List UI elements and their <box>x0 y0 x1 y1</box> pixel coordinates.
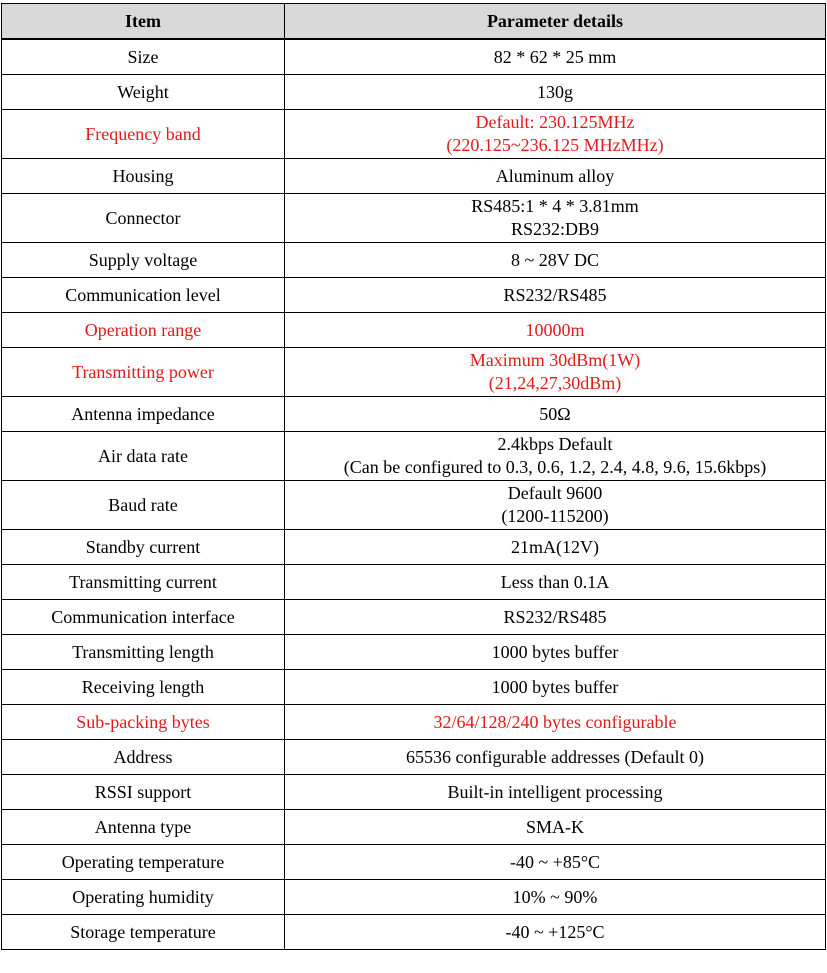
table-header <box>2 4 826 40</box>
table-row <box>2 110 826 159</box>
table-row <box>2 600 826 635</box>
details-cell <box>285 243 826 278</box>
table-row <box>2 810 826 845</box>
item-cell: Communication level <box>2 278 285 313</box>
item-cell: Address <box>2 740 285 775</box>
details-cell <box>285 75 826 110</box>
header-row <box>2 4 826 40</box>
item-cell: Size <box>2 39 285 75</box>
details-line: 10000m <box>525 319 585 340</box>
details-line: RS232:DB9 <box>510 219 600 239</box>
table-row <box>2 880 826 915</box>
details-cell <box>285 600 826 635</box>
details-cell <box>285 530 826 565</box>
details-line: 65536 configurable addresses (Default 0) <box>406 746 704 767</box>
item-cell: Weight <box>2 75 285 110</box>
details-line: 1000 bytes buffer <box>491 641 619 662</box>
item-cell: Air data rate <box>2 432 285 481</box>
item-cell: Transmitting current <box>2 565 285 600</box>
details-cell <box>285 915 826 950</box>
details-line: 50Ω <box>539 403 571 424</box>
details-line: 8 ~ 28V DC <box>511 249 599 270</box>
item-cell: Transmitting length <box>2 635 285 670</box>
details-cell <box>285 565 826 600</box>
table-row <box>2 565 826 600</box>
table-row <box>2 635 826 670</box>
details-cell <box>285 348 826 397</box>
details-line: (21,24,27,30dBm) <box>488 373 622 393</box>
details-line: Aluminum alloy <box>495 165 615 186</box>
details-cell <box>285 39 826 75</box>
details-cell <box>285 481 826 530</box>
details-line: Built-in intelligent processing <box>447 781 663 802</box>
details-cell <box>285 705 826 740</box>
table-row <box>2 313 826 348</box>
table-row <box>2 243 826 278</box>
details-cell <box>285 159 826 194</box>
details-line: 21mA(12V) <box>511 536 599 557</box>
details-line: RS232/RS485 <box>503 284 607 305</box>
item-cell: Antenna type <box>2 810 285 845</box>
item-cell: Frequency band <box>2 110 285 159</box>
details-cell <box>285 278 826 313</box>
header-parameter-details: Parameter details <box>285 4 826 40</box>
details-line: 10% ~ 90% <box>512 886 598 907</box>
table-row <box>2 159 826 194</box>
item-cell: Housing <box>2 159 285 194</box>
details-line: SMA-K <box>525 816 584 837</box>
details-cell <box>285 880 826 915</box>
item-cell: Sub-packing bytes <box>2 705 285 740</box>
item-cell: RSSI support <box>2 775 285 810</box>
details-cell <box>285 810 826 845</box>
table-row <box>2 775 826 810</box>
table-body <box>2 39 826 950</box>
item-cell: Standby current <box>2 530 285 565</box>
spec-table-container <box>1 3 825 950</box>
details-line: Default: 230.125MHz <box>475 112 635 132</box>
table-row <box>2 705 826 740</box>
item-cell: Antenna impedance <box>2 397 285 432</box>
details-line: RS232/RS485 <box>503 606 607 627</box>
table-row <box>2 845 826 880</box>
item-cell: Transmitting power <box>2 348 285 397</box>
item-cell: Operating humidity <box>2 880 285 915</box>
details-cell <box>285 397 826 432</box>
details-line: 130g <box>537 81 573 102</box>
details-cell <box>285 313 826 348</box>
table-row <box>2 432 826 481</box>
table-row <box>2 194 826 243</box>
item-cell: Operating temperature <box>2 845 285 880</box>
table-row <box>2 278 826 313</box>
details-cell <box>285 670 826 705</box>
details-line: 2.4kbps Default <box>497 434 613 454</box>
parameter-table <box>1 3 826 950</box>
header-item: Item <box>2 4 285 40</box>
table-row <box>2 740 826 775</box>
item-cell: Operation range <box>2 313 285 348</box>
table-row <box>2 670 826 705</box>
details-line: RS485:1 * 4 * 3.81mm <box>471 196 639 216</box>
table-row <box>2 915 826 950</box>
table-row <box>2 481 826 530</box>
details-cell <box>285 432 826 481</box>
details-cell <box>285 740 826 775</box>
table-row <box>2 530 826 565</box>
table-row <box>2 75 826 110</box>
details-line: (1200-115200) <box>501 506 609 526</box>
details-line: 82 * 62 * 25 mm <box>493 46 617 67</box>
details-cell <box>285 635 826 670</box>
details-line: -40 ~ +125°C <box>505 921 605 942</box>
details-line: Maximum 30dBm(1W) <box>469 350 641 370</box>
item-cell: Communication interface <box>2 600 285 635</box>
details-line: -40 ~ +85°C <box>509 851 601 872</box>
table-row <box>2 39 826 75</box>
details-line: (220.125~236.125 MHzMHz) <box>446 135 664 155</box>
details-cell <box>285 194 826 243</box>
details-line: (Can be configured to 0.3, 0.6, 1.2, 2.4, 4.8, 9.6, 15.6kbps) <box>343 457 767 477</box>
item-cell: Storage temperature <box>2 915 285 950</box>
details-cell <box>285 845 826 880</box>
table-row <box>2 348 826 397</box>
details-line: 32/64/128/240 bytes configurable <box>433 711 677 732</box>
details-cell <box>285 110 826 159</box>
item-cell: Receiving length <box>2 670 285 705</box>
details-cell <box>285 775 826 810</box>
item-cell: Connector <box>2 194 285 243</box>
item-cell: Supply voltage <box>2 243 285 278</box>
details-line: 1000 bytes buffer <box>491 676 619 697</box>
details-line: Default 9600 <box>507 483 603 503</box>
details-line: Less than 0.1A <box>500 571 610 592</box>
table-row <box>2 397 826 432</box>
item-cell: Baud rate <box>2 481 285 530</box>
